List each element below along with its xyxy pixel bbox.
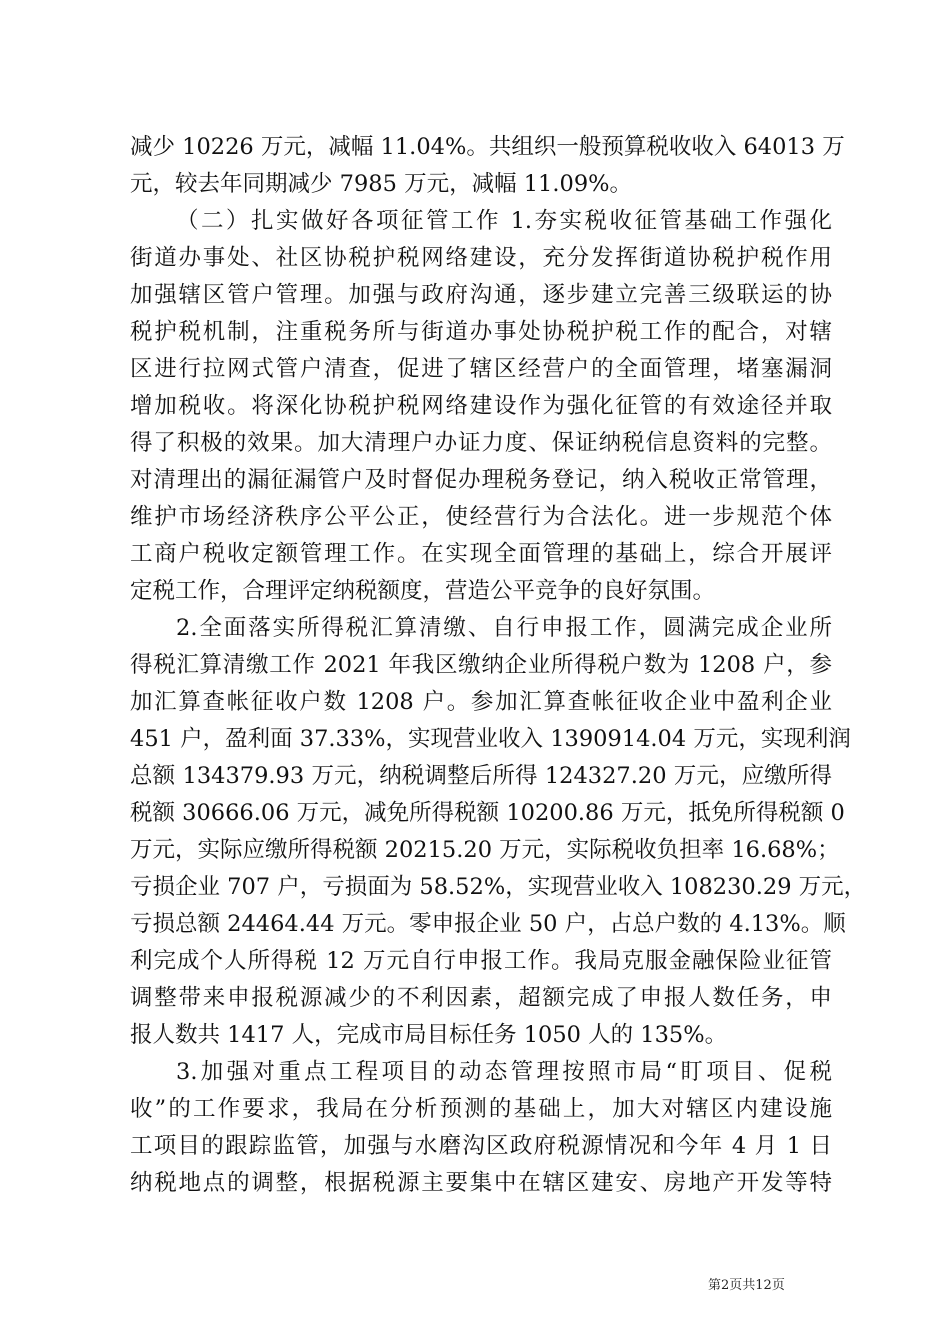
text-line: 3.加强对重点工程项目的动态管理按照市局“盯项目、促税 xyxy=(176,1059,832,1085)
text-line: 收”的工作要求，我局在分析预测的基础上，加大对辖区内建设施 xyxy=(130,1096,832,1122)
text-line: 街道办事处、社区协税护税网络建设，充分发挥街道协税护税作用 xyxy=(130,245,832,271)
text-line: 总额 134379.93 万元，纳税调整后所得 124327.20 万元，应缴所得 xyxy=(130,763,832,789)
text-line: 维护市场经济秩序公平公正，使经营行为合法化。进一步规范个体 xyxy=(130,504,832,530)
text-line: 2.全面落实所得税汇算清缴、自行申报工作，圆满完成企业所 xyxy=(176,615,832,641)
text-line: 元，较去年同期减少 7985 万元，减幅 11.09%。 xyxy=(130,171,633,197)
text-line: 利完成个人所得税 12 万元自行申报工作。我局克服金融保险业征管 xyxy=(130,948,832,974)
text-line: 亏损总额 24464.44 万元。零申报企业 50 户，占总户数的 4.13%。顺 xyxy=(130,911,846,937)
text-line: 得税汇算清缴工作 2021 年我区缴纳企业所得税户数为 1208 户，参 xyxy=(130,652,832,678)
text-line: 定税工作，合理评定纳税额度，营造公平竞争的良好氛围。 xyxy=(130,578,716,604)
document-body xyxy=(130,129,867,1202)
text-line: 对清理出的漏征漏管户及时督促办理税务登记，纳入税收正常管理， xyxy=(130,467,832,493)
text-line: 万元，实际应缴所得税额 20215.20 万元，实际税收负担率 16.68%； xyxy=(130,837,840,863)
text-line: 亏损企业 707 户，亏损面为 58.52%，实现营业收入 108230.29 万元， xyxy=(130,874,867,900)
text-line: 得了积极的效果。加大清理户办证力度、保证纳税信息资料的完整。 xyxy=(130,430,832,456)
text-line: 税额 30666.06 万元，减免所得税额 10200.86 万元，抵免所得税额 0 xyxy=(130,800,845,826)
text-line: 451 户，盈利面 37.33%，实现营业收入 1390914.04 万元，实现利润 xyxy=(130,726,851,752)
text-line: 减少 10226 万元，减幅 11.04%。共组织一般预算税收收入 64013 万 xyxy=(130,134,845,160)
text-line: 纳税地点的调整，根据税源主要集中在辖区建安、房地产开发等特 xyxy=(130,1170,832,1196)
text-line: 加强辖区管户管理。加强与政府沟通，逐步建立完善三级联运的协 xyxy=(130,282,832,308)
text-line: （二）扎实做好各项征管工作 1.夯实税收征管基础工作强化 xyxy=(176,208,832,234)
text-line: 税护税机制，注重税务所与街道办事处协税护税工作的配合，对辖 xyxy=(130,319,832,345)
text-line: 报人数共 1417 人，完成市局目标任务 1050 人的 135%。 xyxy=(130,1022,728,1048)
text-line: 加汇算查帐征收户数 1208 户。参加汇算查帐征收企业中盈利企业 xyxy=(130,689,832,715)
text-line: 调整带来申报税源减少的不利因素，超额完成了申报人数任务，申 xyxy=(130,985,832,1011)
page-number: 第2页共12页 xyxy=(708,1278,785,1293)
text-line: 工项目的跟踪监管，加强与水磨沟区政府税源情况和今年 4 月 1 日 xyxy=(130,1133,832,1159)
text-line: 工商户税收定额管理工作。在实现全面管理的基础上，综合开展评 xyxy=(130,541,832,567)
text-line: 增加税收。将深化协税护税网络建设作为强化征管的有效途径并取 xyxy=(130,393,832,419)
text-line: 区进行拉网式管户清查，促进了辖区经营户的全面管理，堵塞漏洞 xyxy=(130,356,832,382)
